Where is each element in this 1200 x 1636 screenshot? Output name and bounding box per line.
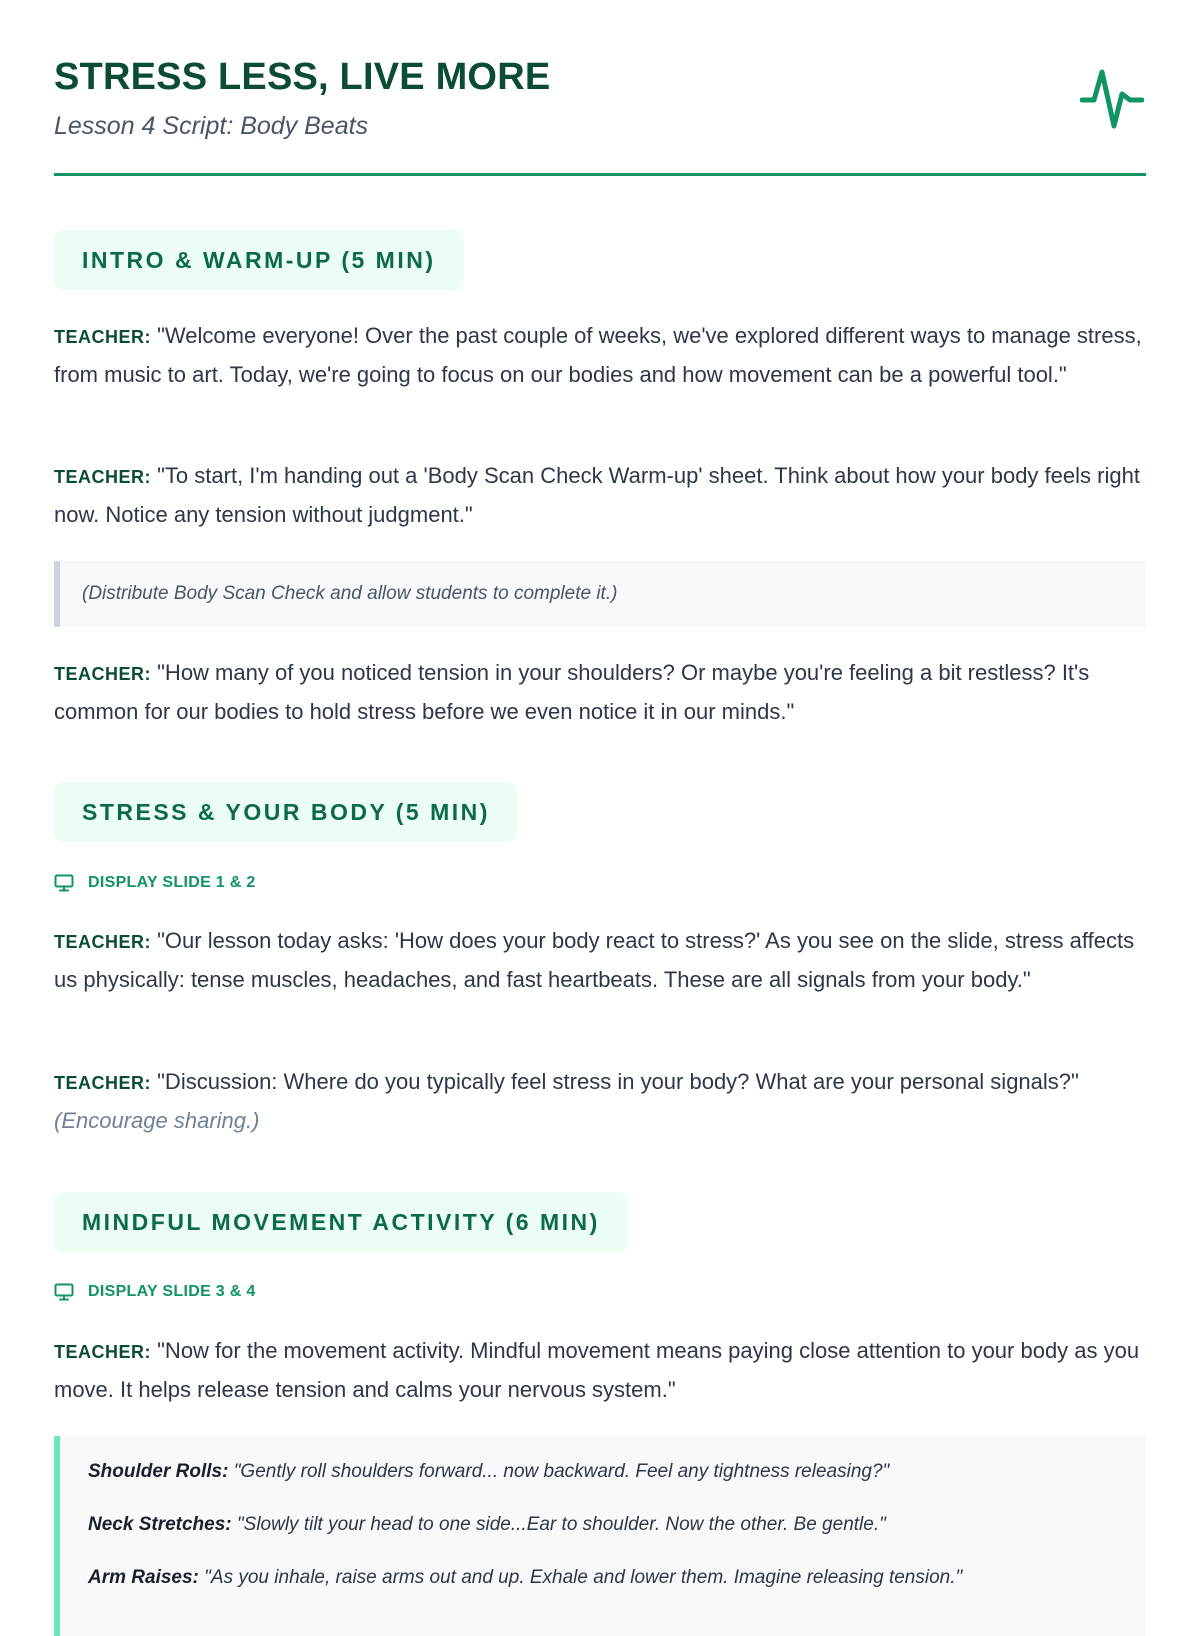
movement-list	[54, 1436, 1146, 1636]
teacher-quote: "To start, I'm handing out a 'Body Scan Check Warm-up' sheet. Think about how your body feels right now. Notice any tension without judgment."	[54, 463, 1140, 527]
heartbeat-pulse-icon	[1080, 64, 1144, 134]
teacher-quote: "How many of you noticed tension in your shoulders? Or maybe you're feeling a bit restless? It's common for our bodies to hold stress before we even notice it in our minds."	[54, 660, 1090, 724]
page-subtitle: Lesson 4 Script: Body Beats	[54, 112, 369, 140]
display-slide-cue	[54, 1280, 1146, 1304]
speaker-label: TEACHER:	[54, 664, 151, 684]
speaker-label: TEACHER:	[54, 932, 151, 952]
page-header	[54, 0, 1146, 176]
page-title: STRESS LESS, LIVE MORE	[54, 56, 551, 98]
movement-instruction: "Slowly tilt your head to one side...Ear to shoulder. Now the other. Be gentle."	[236, 1514, 886, 1535]
display-slide-label: DISPLAY SLIDE 1 & 2	[88, 874, 256, 891]
movement-name: Arm Raises:	[88, 1567, 199, 1588]
speaker-label: TEACHER:	[54, 467, 151, 487]
teacher-line	[54, 1063, 1146, 1140]
movement-item	[88, 1564, 1146, 1592]
monitor-icon	[54, 874, 74, 892]
speaker-label: TEACHER:	[54, 327, 151, 347]
stage-direction-text: (Distribute Body Scan Check and allow students to complete it.)	[82, 583, 618, 604]
movement-instruction: "As you inhale, raise arms out and up. Exhale and lower them. Imagine releasing tension."	[204, 1567, 963, 1588]
section-stress-body	[54, 782, 1146, 842]
teacher-line	[54, 457, 1146, 534]
teacher-quote: "Now for the movement activity. Mindful movement means paying close attention to your body as you move. It helps release tension and calms your nervous system."	[54, 1338, 1140, 1402]
monitor-icon	[54, 1283, 74, 1301]
teacher-quote: "Welcome everyone! Over the past couple of weeks, we've explored different ways to manage stress, from music to art. Today, we're going to focus on our bodies and how movement can be a powerful tool."	[54, 323, 1142, 387]
teacher-aside: (Encourage sharing.)	[54, 1108, 260, 1133]
movement-name: Shoulder Rolls:	[88, 1461, 229, 1482]
speaker-label: TEACHER:	[54, 1073, 151, 1093]
movement-item	[88, 1511, 1146, 1539]
section-heading: MINDFUL MOVEMENT ACTIVITY (6 MIN)	[54, 1192, 628, 1252]
movement-item	[88, 1458, 1146, 1486]
movement-name: Neck Stretches:	[88, 1514, 232, 1535]
teacher-line	[54, 922, 1146, 999]
teacher-line	[54, 1332, 1146, 1409]
section-intro	[54, 230, 1146, 290]
display-slide-label: DISPLAY SLIDE 3 & 4	[88, 1283, 256, 1300]
teacher-line	[54, 317, 1146, 394]
stage-direction-note	[54, 561, 1146, 627]
section-heading: INTRO & WARM-UP (5 MIN)	[54, 230, 464, 290]
section-mindful-movement	[54, 1192, 1146, 1252]
teacher-line	[54, 654, 1146, 731]
speaker-label: TEACHER:	[54, 1342, 151, 1362]
section-heading: STRESS & YOUR BODY (5 MIN)	[54, 782, 518, 842]
teacher-quote: "Discussion: Where do you typically feel stress in your body? What are your personal signals?"	[157, 1069, 1079, 1094]
display-slide-cue	[54, 871, 1146, 895]
movement-instruction: "Gently roll shoulders forward... now backward. Feel any tightness releasing?"	[233, 1461, 890, 1482]
teacher-quote: "Our lesson today asks: 'How does your body react to stress?' As you see on the slide, stress affects us physically: tense muscles, headaches, and fast heartbeats. These are all signals from your body."	[54, 928, 1135, 992]
